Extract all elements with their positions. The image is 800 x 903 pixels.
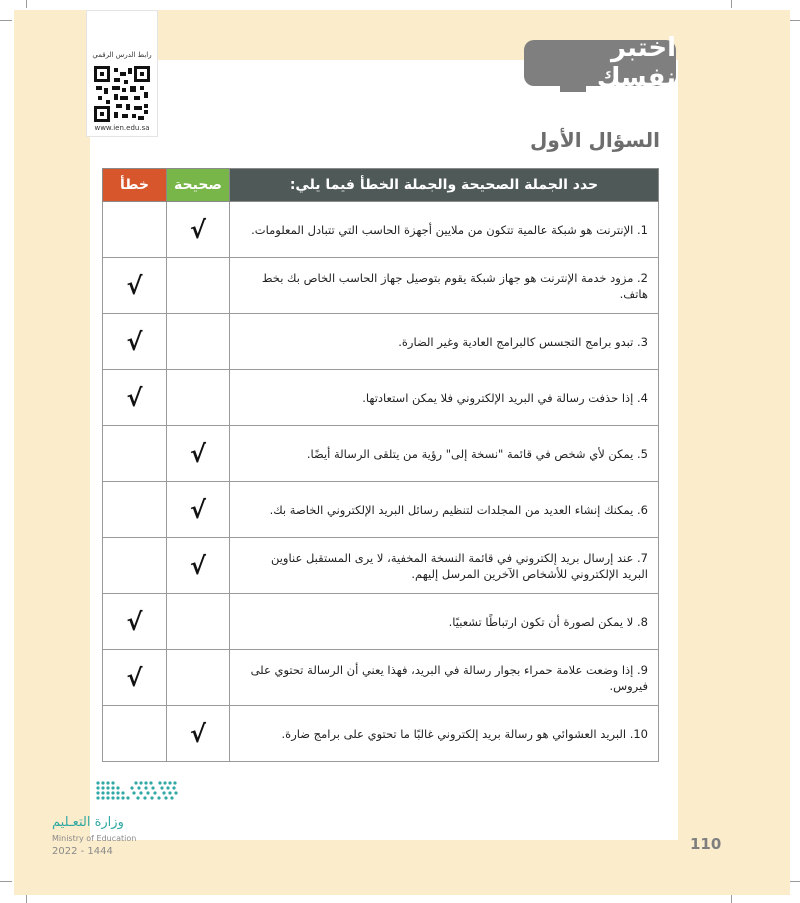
wrong-checkmark[interactable]: √ xyxy=(103,594,167,650)
statement-text: 3. تبدو برامج التجسس كالبرامج العادية وغير الضارة. xyxy=(230,314,659,370)
crop-mark xyxy=(26,0,27,8)
wrong-checkmark[interactable] xyxy=(103,426,167,482)
crop-mark xyxy=(0,881,12,882)
ministry-emblem-icon xyxy=(94,779,178,805)
edition-year: 2022 - 1444 xyxy=(52,846,113,857)
table-row xyxy=(103,314,659,370)
crop-mark xyxy=(731,895,732,903)
statement-text: 1. الإنترنت هو شبكة عالمية تتكون من ملايين أجهزة الحاسب التي تتبادل المعلومات. xyxy=(230,202,659,258)
page-number: 110 xyxy=(690,835,722,853)
correct-checkmark[interactable]: √ xyxy=(167,706,230,762)
correct-checkmark[interactable]: √ xyxy=(167,538,230,594)
wrong-checkmark[interactable]: √ xyxy=(103,314,167,370)
header-wrong: خطأ xyxy=(103,169,167,202)
ministry-name-english: Ministry of Education xyxy=(52,834,137,843)
qr-code-icon[interactable] xyxy=(94,66,150,122)
wrong-checkmark[interactable] xyxy=(103,482,167,538)
question-title: السؤال الأول xyxy=(530,128,660,152)
table-row xyxy=(103,650,659,706)
wrong-checkmark[interactable]: √ xyxy=(103,370,167,426)
table-row xyxy=(103,202,659,258)
table-row xyxy=(103,426,659,482)
table-header-row xyxy=(103,169,659,202)
wrong-checkmark[interactable]: √ xyxy=(103,650,167,706)
correct-checkmark[interactable] xyxy=(167,258,230,314)
crop-mark xyxy=(26,895,27,903)
wrong-checkmark[interactable] xyxy=(103,202,167,258)
correct-checkmark[interactable] xyxy=(167,650,230,706)
table-row xyxy=(103,706,659,762)
qr-caption: رابط الدرس الرقمي xyxy=(92,51,152,59)
statement-text: 5. يمكن لأي شخص في قائمة "نسخة إلى" رؤية من يتلقى الرسالة أيضًا. xyxy=(230,426,659,482)
crop-mark xyxy=(731,0,732,8)
correct-checkmark[interactable]: √ xyxy=(167,426,230,482)
ministry-name-arabic: وزارة التعـليم xyxy=(52,815,124,830)
wrong-checkmark[interactable] xyxy=(103,706,167,762)
statement-text: 8. لا يمكن لصورة أن تكون ارتباطًا تشعبيًا. xyxy=(230,594,659,650)
statement-text: 2. مزود خدمة الإنترنت هو جهاز شبكة يقوم بتوصيل جهاز الحاسب الخاص بك بخط هاتف. xyxy=(230,258,659,314)
correct-checkmark[interactable]: √ xyxy=(167,482,230,538)
ministry-logo xyxy=(52,775,192,865)
table-row xyxy=(103,538,659,594)
statement-text: 4. إذا حذفت رسالة في البريد الإلكتروني فلا يمكن استعادتها. xyxy=(230,370,659,426)
correct-checkmark[interactable] xyxy=(167,370,230,426)
statement-text: 10. البريد العشوائي هو رسالة بريد إلكتروني غالبًا ما تحتوي على برامج ضارة. xyxy=(230,706,659,762)
wrong-checkmark[interactable] xyxy=(103,538,167,594)
table-row xyxy=(103,594,659,650)
crop-mark xyxy=(0,20,12,21)
table-row xyxy=(103,258,659,314)
section-badge: اختبر نفسك xyxy=(524,40,676,86)
correct-checkmark[interactable]: √ xyxy=(167,202,230,258)
statement-text: 7. عند إرسال بريد إلكتروني في قائمة النسخة المخفية، لا يرى المستقبل عناوين البريد الإلكتروني للأشخاص الآخرين المرسل إليهم. xyxy=(230,538,659,594)
true-false-table xyxy=(102,168,659,762)
correct-checkmark[interactable] xyxy=(167,314,230,370)
header-statement: حدد الجملة الصحيحة والجملة الخطأ فيما يلي: xyxy=(230,169,659,202)
digital-lesson-link[interactable] xyxy=(86,10,158,137)
table-row xyxy=(103,482,659,538)
wrong-checkmark[interactable]: √ xyxy=(103,258,167,314)
qr-url[interactable]: www.ien.edu.sa xyxy=(94,124,150,132)
statement-text: 6. يمكنك إنشاء العديد من المجلدات لتنظيم رسائل البريد الإلكتروني الخاصة بك. xyxy=(230,482,659,538)
header-correct: صحيحة xyxy=(167,169,230,202)
table-row xyxy=(103,370,659,426)
statement-text: 9. إذا وضعت علامة حمراء بجوار رسالة في البريد، فهذا يعني أن الرسالة تحتوي على فيروس. xyxy=(230,650,659,706)
correct-checkmark[interactable] xyxy=(167,594,230,650)
